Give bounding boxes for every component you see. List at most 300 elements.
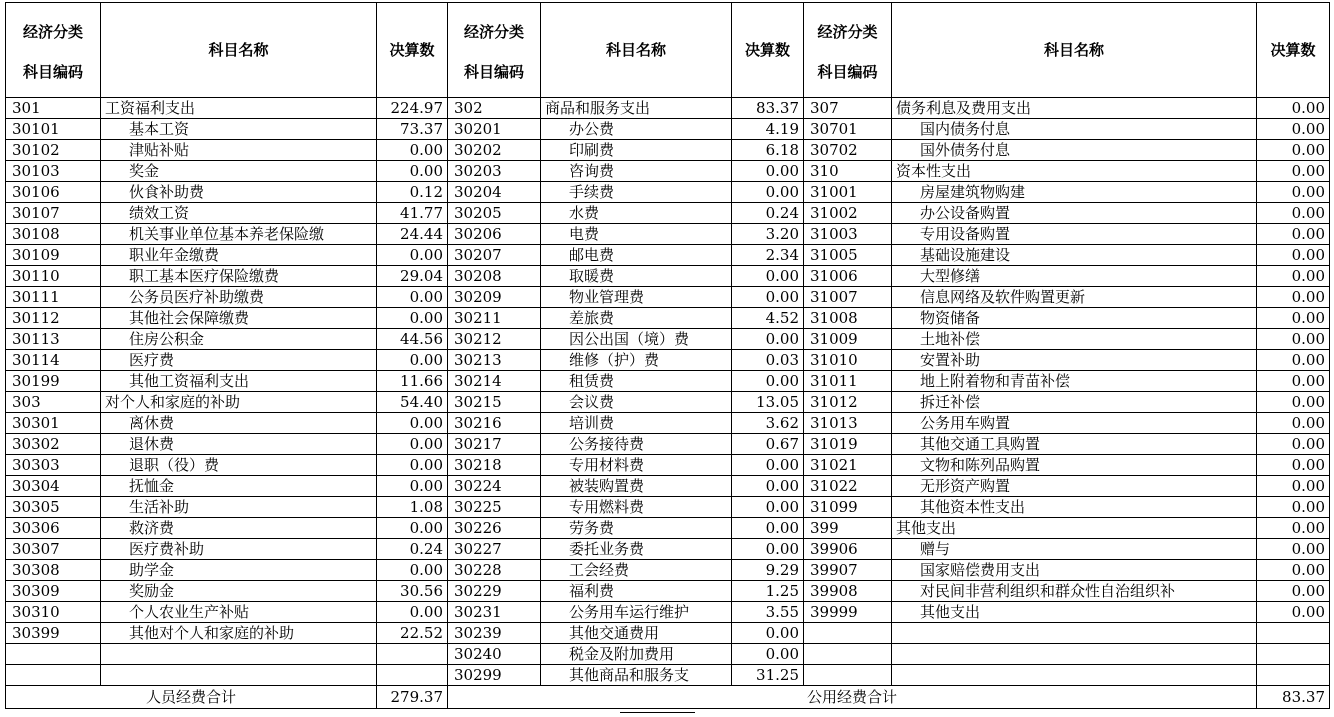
- table-row: [6, 371, 1330, 392]
- name-text: 取暖费: [569, 267, 615, 285]
- code-cell: 30231: [448, 602, 541, 623]
- name-text: 维修（护）费: [569, 351, 660, 369]
- table-row: [6, 161, 1330, 182]
- code-cell: 301: [6, 98, 101, 119]
- amount-cell: 0.00: [732, 623, 804, 644]
- name-text: 绩效工资: [129, 204, 190, 222]
- personnel-total-amount: 279.37: [377, 686, 448, 709]
- name-cell: [892, 455, 1257, 476]
- name-text: 拆迁补偿: [920, 393, 981, 411]
- name-text: 国内债务付息: [920, 120, 1011, 138]
- amount-cell: 0.00: [732, 539, 804, 560]
- code-cell: 31001: [804, 182, 892, 203]
- table-row: [6, 350, 1330, 371]
- name-cell: [892, 203, 1257, 224]
- table-row: [6, 434, 1330, 455]
- name-cell: [541, 329, 732, 350]
- amount-cell: 44.56: [377, 329, 448, 350]
- name-cell: [892, 539, 1257, 560]
- name-text: 公务用车运行维护: [569, 603, 690, 621]
- name-cell: [892, 665, 1257, 686]
- personnel-total-label: 人员经费合计: [6, 686, 377, 709]
- name-cell: [541, 182, 732, 203]
- name-cell: [541, 371, 732, 392]
- name-cell: [101, 518, 377, 539]
- code-cell: 30114: [6, 350, 101, 371]
- name-cell: [101, 413, 377, 434]
- name-cell: [892, 350, 1257, 371]
- name-text: 会议费: [569, 393, 615, 411]
- amount-cell: 0.00: [1257, 350, 1330, 371]
- code-cell: 30303: [6, 455, 101, 476]
- name-text: 救济费: [129, 519, 175, 537]
- name-text: 无形资产购置: [920, 477, 1011, 495]
- name-cell: [101, 350, 377, 371]
- amount-cell: 24.44: [377, 224, 448, 245]
- name-text: 职业年金缴费: [129, 246, 220, 264]
- name-cell: [101, 203, 377, 224]
- name-cell: [541, 245, 732, 266]
- amount-cell: [1257, 644, 1330, 665]
- table-row: [6, 413, 1330, 434]
- name-text: 专用材料费: [569, 456, 645, 474]
- name-cell: [892, 371, 1257, 392]
- name-text: 伙食补助费: [129, 183, 205, 201]
- name-text: 其他资本性支出: [920, 498, 1026, 516]
- table-row: [6, 119, 1330, 140]
- amount-cell: [1257, 623, 1330, 644]
- name-text: 安置补助: [920, 351, 981, 369]
- amount-cell: 0.00: [732, 497, 804, 518]
- amount-cell: 0.00: [377, 434, 448, 455]
- name-cell: [541, 119, 732, 140]
- name-cell: [101, 539, 377, 560]
- code-cell: 31005: [804, 245, 892, 266]
- name-cell: [101, 119, 377, 140]
- code-cell: 30224: [448, 476, 541, 497]
- name-cell: [101, 455, 377, 476]
- table-row: [6, 287, 1330, 308]
- header-code: [804, 3, 892, 98]
- amount-cell: 0.00: [732, 476, 804, 497]
- table-row: [6, 560, 1330, 581]
- table-row: [6, 245, 1330, 266]
- name-text: 大型修缮: [920, 267, 981, 285]
- code-cell: 30229: [448, 581, 541, 602]
- amount-cell: 4.52: [732, 308, 804, 329]
- name-text: 退休费: [129, 435, 175, 453]
- code-cell: 30107: [6, 203, 101, 224]
- page-edge-mark: [620, 712, 695, 717]
- name-text: 医疗费: [129, 351, 175, 369]
- table-row: [6, 497, 1330, 518]
- name-text: 工会经费: [569, 561, 630, 579]
- code-cell: 30307: [6, 539, 101, 560]
- amount-cell: 0.00: [377, 140, 448, 161]
- code-cell: 30199: [6, 371, 101, 392]
- name-cell: [101, 371, 377, 392]
- name-text: 委托业务费: [569, 540, 645, 558]
- name-cell: [101, 287, 377, 308]
- header-amount: 决算数: [732, 3, 804, 98]
- name-cell: [541, 581, 732, 602]
- name-cell: [892, 287, 1257, 308]
- name-text: 地上附着物和青苗补偿: [920, 372, 1071, 390]
- amount-cell: 0.00: [1257, 224, 1330, 245]
- name-cell: [892, 119, 1257, 140]
- name-cell: [541, 224, 732, 245]
- name-cell: [892, 560, 1257, 581]
- code-cell: 31010: [804, 350, 892, 371]
- table-row: [6, 455, 1330, 476]
- name-text: 其他社会保障缴费: [129, 309, 250, 327]
- amount-cell: 6.18: [732, 140, 804, 161]
- code-cell: 30212: [448, 329, 541, 350]
- name-cell: [892, 602, 1257, 623]
- totals-row: [6, 686, 1330, 709]
- code-cell: 30102: [6, 140, 101, 161]
- header-name: 科目名称: [892, 3, 1257, 98]
- name-cell: [541, 266, 732, 287]
- name-cell: [101, 497, 377, 518]
- code-cell: 30205: [448, 203, 541, 224]
- name-cell: [892, 476, 1257, 497]
- name-cell: [892, 98, 1257, 119]
- table-row: [6, 182, 1330, 203]
- amount-cell: 0.03: [732, 350, 804, 371]
- name-text: 基本工资: [129, 120, 190, 138]
- name-cell: [892, 623, 1257, 644]
- amount-cell: 0.00: [377, 413, 448, 434]
- name-text: 培训费: [569, 414, 615, 432]
- name-cell: [892, 308, 1257, 329]
- name-text: 工资福利支出: [105, 99, 196, 117]
- name-text: 资本性支出: [896, 162, 972, 180]
- name-cell: [101, 308, 377, 329]
- code-cell: 30308: [6, 560, 101, 581]
- table-row: [6, 581, 1330, 602]
- header-name: 科目名称: [101, 3, 377, 98]
- amount-cell: 0.00: [1257, 245, 1330, 266]
- name-cell: [892, 392, 1257, 413]
- amount-cell: 11.66: [377, 371, 448, 392]
- amount-cell: 0.00: [1257, 119, 1330, 140]
- header-amount: 决算数: [1257, 3, 1330, 98]
- name-cell: [541, 476, 732, 497]
- table-row: [6, 623, 1330, 644]
- name-cell: [541, 161, 732, 182]
- header-code-line2: 科目编码: [463, 63, 524, 81]
- name-text: 退职（役）费: [129, 456, 220, 474]
- name-cell: [892, 329, 1257, 350]
- header-code-line1: 经济分类: [463, 23, 524, 41]
- table-row: [6, 539, 1330, 560]
- amount-cell: 0.00: [732, 266, 804, 287]
- name-text: 对个人和家庭的补助: [105, 393, 241, 411]
- amount-cell: 13.05: [732, 392, 804, 413]
- amount-cell: 0.00: [1257, 455, 1330, 476]
- amount-cell: 0.00: [1257, 518, 1330, 539]
- name-cell: [541, 392, 732, 413]
- code-cell: 30201: [448, 119, 541, 140]
- name-cell: [101, 392, 377, 413]
- amount-cell: 54.40: [377, 392, 448, 413]
- amount-cell: 0.00: [377, 602, 448, 623]
- header-code: [448, 3, 541, 98]
- amount-cell: 0.00: [377, 518, 448, 539]
- code-cell: 30225: [448, 497, 541, 518]
- amount-cell: 0.00: [732, 455, 804, 476]
- name-cell: [892, 413, 1257, 434]
- name-cell: [892, 182, 1257, 203]
- name-text: 税金及附加费用: [569, 645, 675, 663]
- amount-cell: 0.00: [1257, 539, 1330, 560]
- table-row: [6, 224, 1330, 245]
- amount-cell: 0.00: [1257, 140, 1330, 161]
- code-cell: [804, 623, 892, 644]
- amount-cell: 0.00: [377, 308, 448, 329]
- name-text: 生活补助: [129, 498, 190, 516]
- name-text: 邮电费: [569, 246, 615, 264]
- amount-cell: 0.00: [377, 161, 448, 182]
- name-text: 基础设施建设: [920, 246, 1011, 264]
- name-text: 其他对个人和家庭的补助: [129, 624, 295, 642]
- amount-cell: 0.00: [732, 371, 804, 392]
- name-text: 其他工资福利支出: [129, 372, 250, 390]
- code-cell: 303: [6, 392, 101, 413]
- code-cell: 30106: [6, 182, 101, 203]
- name-cell: [541, 665, 732, 686]
- code-cell: 31013: [804, 413, 892, 434]
- name-cell: [541, 644, 732, 665]
- code-cell: 31009: [804, 329, 892, 350]
- code-cell: 31006: [804, 266, 892, 287]
- name-text: 赠与: [920, 540, 951, 558]
- amount-cell: 0.00: [1257, 98, 1330, 119]
- name-cell: [541, 308, 732, 329]
- code-cell: 30203: [448, 161, 541, 182]
- code-cell: 31011: [804, 371, 892, 392]
- name-cell: [892, 644, 1257, 665]
- name-text: 水费: [569, 204, 600, 222]
- name-text: 助学金: [129, 561, 175, 579]
- code-cell: 30206: [448, 224, 541, 245]
- amount-cell: 0.24: [732, 203, 804, 224]
- name-cell: [892, 224, 1257, 245]
- name-cell: [101, 329, 377, 350]
- header-name: 科目名称: [541, 3, 732, 98]
- code-cell: 30218: [448, 455, 541, 476]
- name-cell: [541, 623, 732, 644]
- code-cell: [6, 665, 101, 686]
- amount-cell: [377, 644, 448, 665]
- table-row: [6, 266, 1330, 287]
- code-cell: 30702: [804, 140, 892, 161]
- name-cell: [101, 245, 377, 266]
- name-cell: [541, 350, 732, 371]
- amount-cell: 0.00: [1257, 560, 1330, 581]
- code-cell: 30217: [448, 434, 541, 455]
- code-cell: 39907: [804, 560, 892, 581]
- header-code-line1: 经济分类: [817, 23, 878, 41]
- code-cell: 30209: [448, 287, 541, 308]
- name-text: 其他商品和服务支: [569, 666, 690, 684]
- amount-cell: 0.67: [732, 434, 804, 455]
- name-cell: [541, 98, 732, 119]
- code-cell: 30304: [6, 476, 101, 497]
- name-cell: [101, 182, 377, 203]
- amount-cell: 0.00: [377, 287, 448, 308]
- code-cell: 31003: [804, 224, 892, 245]
- name-text: 对民间非营利组织和群众性自治组织补: [920, 582, 1176, 600]
- code-cell: 30112: [6, 308, 101, 329]
- name-cell: [101, 161, 377, 182]
- name-text: 物业管理费: [569, 288, 645, 306]
- code-cell: 31002: [804, 203, 892, 224]
- code-cell: 30103: [6, 161, 101, 182]
- table-row: [6, 644, 1330, 665]
- amount-cell: 0.00: [1257, 434, 1330, 455]
- name-cell: [892, 581, 1257, 602]
- code-cell: 31008: [804, 308, 892, 329]
- name-cell: [892, 434, 1257, 455]
- amount-cell: 0.00: [732, 182, 804, 203]
- code-cell: [6, 644, 101, 665]
- code-cell: 30214: [448, 371, 541, 392]
- code-cell: 310: [804, 161, 892, 182]
- amount-cell: 9.29: [732, 560, 804, 581]
- name-text: 文物和陈列品购置: [920, 456, 1041, 474]
- name-text: 公务接待费: [569, 435, 645, 453]
- amount-cell: 0.00: [1257, 371, 1330, 392]
- code-cell: 399: [804, 518, 892, 539]
- public-total-label: 公用经费合计: [448, 686, 1257, 709]
- name-cell: [541, 287, 732, 308]
- name-text: 差旅费: [569, 309, 615, 327]
- code-cell: 30701: [804, 119, 892, 140]
- table-row: [6, 98, 1330, 119]
- table-row: [6, 308, 1330, 329]
- code-cell: 30399: [6, 623, 101, 644]
- name-text: 物资储备: [920, 309, 981, 327]
- name-cell: [541, 140, 732, 161]
- amount-cell: 0.00: [1257, 266, 1330, 287]
- name-text: 医疗费补助: [129, 540, 205, 558]
- name-text: 其他支出: [920, 603, 981, 621]
- amount-cell: 0.00: [732, 287, 804, 308]
- amount-cell: 0.00: [1257, 476, 1330, 497]
- name-text: 其他交通工具购置: [920, 435, 1041, 453]
- code-cell: 30302: [6, 434, 101, 455]
- name-cell: [101, 560, 377, 581]
- name-text: 手续费: [569, 183, 615, 201]
- name-text: 公务员医疗补助缴费: [129, 288, 265, 306]
- name-cell: [101, 98, 377, 119]
- name-cell: [541, 497, 732, 518]
- name-text: 电费: [569, 225, 600, 243]
- header-code: [6, 3, 101, 98]
- name-cell: [541, 560, 732, 581]
- name-text: 债务利息及费用支出: [896, 99, 1032, 117]
- name-text: 津贴补贴: [129, 141, 190, 159]
- code-cell: 30109: [6, 245, 101, 266]
- code-cell: 30108: [6, 224, 101, 245]
- amount-cell: 0.00: [732, 161, 804, 182]
- name-cell: [541, 413, 732, 434]
- name-text: 个人农业生产补贴: [129, 603, 250, 621]
- code-cell: 30310: [6, 602, 101, 623]
- header-row: [6, 3, 1330, 98]
- name-text: 公务用车购置: [920, 414, 1011, 432]
- table-row: [6, 329, 1330, 350]
- name-text: 职工基本医疗保险缴费: [129, 267, 280, 285]
- amount-cell: 41.77: [377, 203, 448, 224]
- code-cell: 30204: [448, 182, 541, 203]
- name-text: 被装购置费: [569, 477, 645, 495]
- name-text: 其他支出: [896, 519, 957, 537]
- amount-cell: 83.37: [732, 98, 804, 119]
- name-cell: [101, 434, 377, 455]
- code-cell: 30111: [6, 287, 101, 308]
- code-cell: 30216: [448, 413, 541, 434]
- name-cell: [101, 140, 377, 161]
- name-text: 租赁费: [569, 372, 615, 390]
- name-cell: [892, 497, 1257, 518]
- code-cell: 30101: [6, 119, 101, 140]
- amount-cell: 0.00: [1257, 329, 1330, 350]
- name-text: 咨询费: [569, 162, 615, 180]
- name-cell: [892, 140, 1257, 161]
- code-cell: [804, 644, 892, 665]
- name-text: 专用燃料费: [569, 498, 645, 516]
- code-cell: 39908: [804, 581, 892, 602]
- name-text: 其他交通费用: [569, 624, 660, 642]
- name-text: 离休费: [129, 414, 175, 432]
- code-cell: 30213: [448, 350, 541, 371]
- code-cell: 30305: [6, 497, 101, 518]
- name-cell: [541, 602, 732, 623]
- amount-cell: 3.62: [732, 413, 804, 434]
- amount-cell: 0.00: [1257, 203, 1330, 224]
- code-cell: 31007: [804, 287, 892, 308]
- name-cell: [101, 665, 377, 686]
- expenditure-table: [5, 2, 1330, 709]
- header-amount: 决算数: [377, 3, 448, 98]
- name-cell: [541, 203, 732, 224]
- amount-cell: 0.00: [377, 455, 448, 476]
- code-cell: 31021: [804, 455, 892, 476]
- amount-cell: 30.56: [377, 581, 448, 602]
- code-cell: 30208: [448, 266, 541, 287]
- amount-cell: 0.00: [1257, 413, 1330, 434]
- code-cell: 30239: [448, 623, 541, 644]
- amount-cell: 2.34: [732, 245, 804, 266]
- amount-cell: 0.00: [1257, 287, 1330, 308]
- name-cell: [541, 434, 732, 455]
- name-text: 因公出国（境）费: [569, 330, 690, 348]
- name-text: 劳务费: [569, 519, 615, 537]
- code-cell: [804, 665, 892, 686]
- name-text: 福利费: [569, 582, 615, 600]
- amount-cell: 0.00: [732, 329, 804, 350]
- amount-cell: 29.04: [377, 266, 448, 287]
- name-cell: [101, 266, 377, 287]
- amount-cell: 0.00: [732, 518, 804, 539]
- code-cell: 30207: [448, 245, 541, 266]
- amount-cell: 0.00: [1257, 581, 1330, 602]
- table-row: [6, 602, 1330, 623]
- code-cell: 30309: [6, 581, 101, 602]
